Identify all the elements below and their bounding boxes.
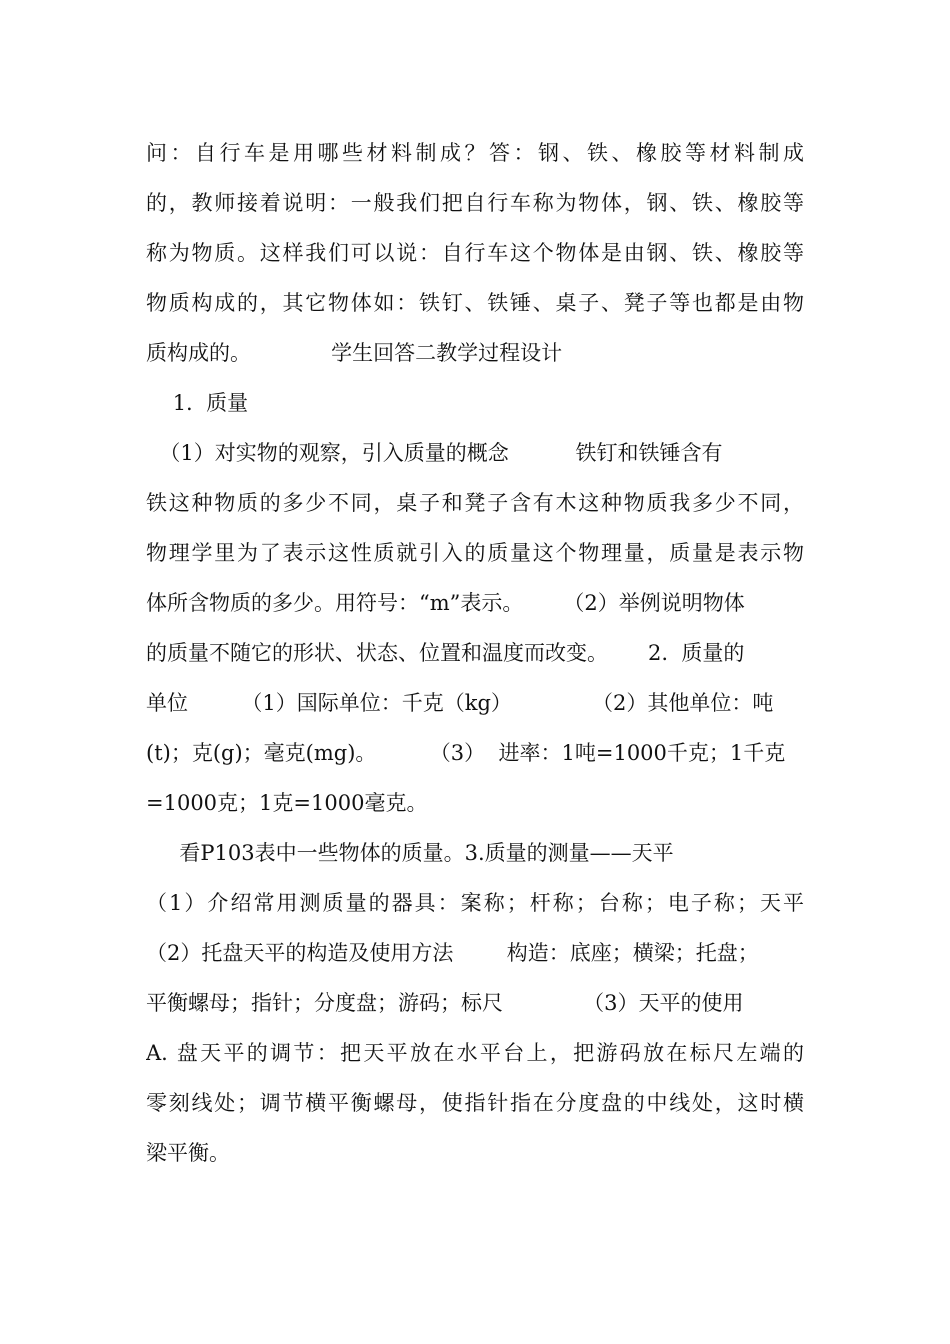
text-line: 问：自行车是用哪些材料制成？答：钢、铁、橡胶等材料制成 bbox=[146, 141, 804, 165]
text-line: （1）介绍常用测质量的器具：案称；杆称；台称；电子称；天平 bbox=[146, 891, 804, 915]
text-line: 物理学里为了表示这性质就引入的质量这个物理量，质量是表示物 bbox=[146, 541, 804, 565]
text-line: 称为物质。这样我们可以说：自行车这个物体是由钢、铁、橡胶等 bbox=[146, 241, 804, 265]
text-line: 看P103表中一些物体的质量。3.质量的测量——天平 bbox=[146, 841, 674, 865]
text-line: 铁这种物质的多少不同，桌子和凳子含有木这种物质我多少不同， bbox=[146, 491, 804, 515]
text-line: 平衡螺母；指针；分度盘；游码；标尺 （3）天平的使用 bbox=[146, 991, 744, 1015]
text-line: 梁平衡。 bbox=[146, 1141, 230, 1165]
text-line: 的质量不随它的形状、状态、位置和温度而改变。 2. 质量的 bbox=[146, 641, 745, 665]
text-line: 体所含物质的多少。用符号：“m”表示。 （2）举例说明物体 bbox=[146, 591, 745, 615]
text-line: 的，教师接着说明：一般我们把自行车称为物体，钢、铁、橡胶等 bbox=[146, 191, 804, 215]
text-line: 单位 （1）国际单位：千克（kg） （2）其他单位：吨 bbox=[146, 691, 774, 715]
text-line: 质构成的。 学生回答二教学过程设计 bbox=[146, 341, 563, 365]
text-line: （1）对实物的观察，引入质量的概念 铁钉和铁锤含有 bbox=[146, 441, 723, 465]
body-text bbox=[146, 128, 804, 1178]
text-line: (t)；克(g)；毫克(mg)。 （3） 进率：1吨=1000千克；1千克 bbox=[146, 741, 786, 765]
text-line: 零刻线处；调节横平衡螺母，使指针指在分度盘的中线处，这时横 bbox=[146, 1091, 804, 1115]
text-line: =1000克；1克=1000毫克。 bbox=[146, 791, 428, 815]
text-line: A. 盘天平的调节：把天平放在水平台上，把游码放在标尺左端的 bbox=[146, 1041, 804, 1065]
text-line: （2）托盘天平的构造及使用方法 构造：底座；横梁；托盘； bbox=[146, 941, 759, 965]
text-line: 物质构成的，其它物体如：铁钉、铁锤、桌子、凳子等也都是由物 bbox=[146, 291, 804, 315]
section-heading: 1. 质量 bbox=[146, 391, 249, 415]
